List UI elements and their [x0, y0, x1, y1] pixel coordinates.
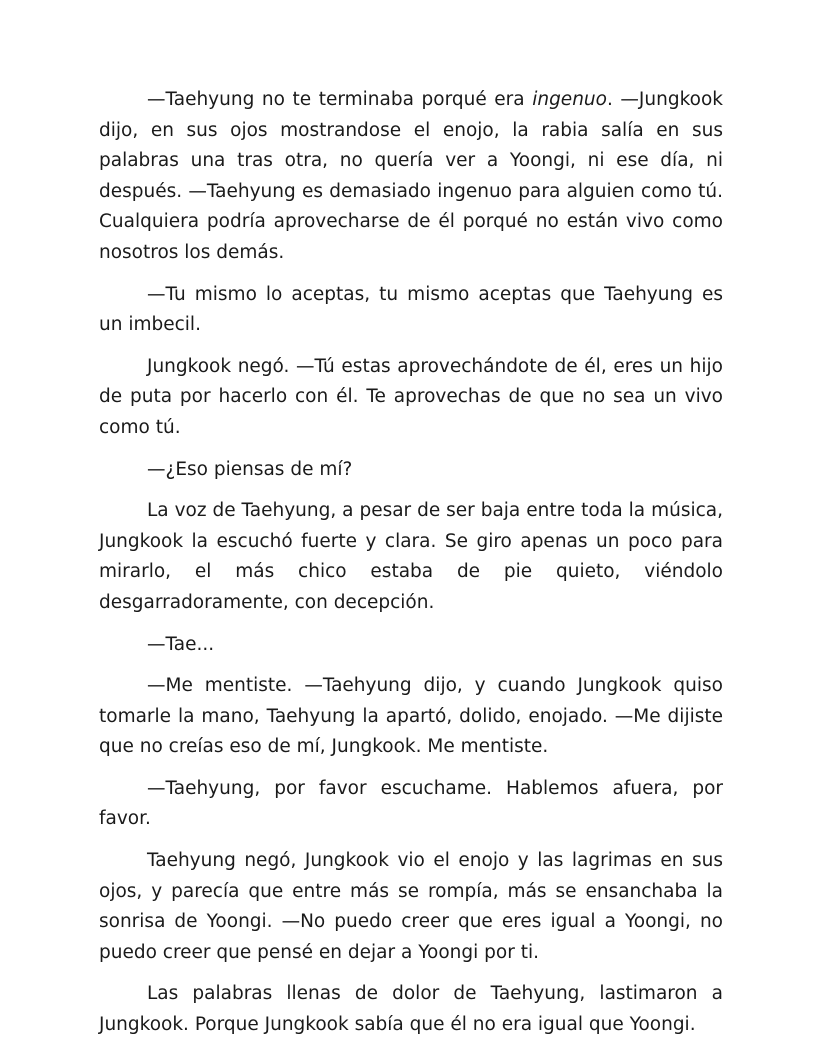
paragraph — [99, 85, 723, 269]
italic-word: ingenuo — [532, 89, 607, 110]
paragraph: La voz de Taehyung, a pesar de ser baja entre toda la música, Jungkook la escuchó fuerte y clara. Se giro apenas un poco para mirarlo, el más chico estaba de pie quieto, viéndolo desgarradoramente, con decepción. — [99, 500, 723, 613]
paragraph: Taehyung negó, Jungkook vio el enojo y las lagrimas en sus ojos, y parecía que entre más se rompía, más se ensanchaba la sonrisa de Yoongi. —No puedo creer que eres igual a Yoongi, no puedo creer que pensé en dejar a Yoongi por ti. — [99, 850, 723, 963]
paragraph: —¿Eso piensas de mí? — [147, 458, 353, 480]
paragraph: —Me mentiste. —Taehyung dijo, y cuando Jungkook quiso tomarle la mano, Taehyung la apartó, dolido, enojado. —Me dijiste que no creías eso de mí, Jungkook. Me mentiste. — [99, 675, 723, 758]
paragraph: —Taehyung, por favor escuchame. Hablemos afuera, por favor. — [99, 777, 723, 830]
document-body — [99, 85, 723, 1052]
paragraph-text-end: . —Jungkook dijo, en sus ojos mostrandose el enojo, la rabia salía en sus palabras una tras otra, no quería ver a Yoongi, ni ese día, ni después. —Taehyung es demasiado ingenuo para alguien como tú. Cualquiera podría aprovecharse de él porqué no están vivo como nosotros los demás. — [99, 89, 723, 263]
paragraph: Las palabras llenas de dolor de Taehyung, lastimaron a Jungkook. Porque Jungkook sabía que él no era igual que Yoongi. — [99, 983, 723, 1036]
paragraph-text-start: —Taehyung no te terminaba porqué era — [147, 89, 533, 110]
paragraph: —Tu mismo lo aceptas, tu mismo aceptas que Taehyung es un imbecil. — [99, 283, 723, 336]
paragraph: —Tae... — [147, 633, 215, 655]
paragraph: Jungkook negó. —Tú estas aprovechándote de él, eres un hijo de puta por hacerlo con él. Te aprovechas de que no sea un vivo como tú. — [99, 355, 723, 438]
